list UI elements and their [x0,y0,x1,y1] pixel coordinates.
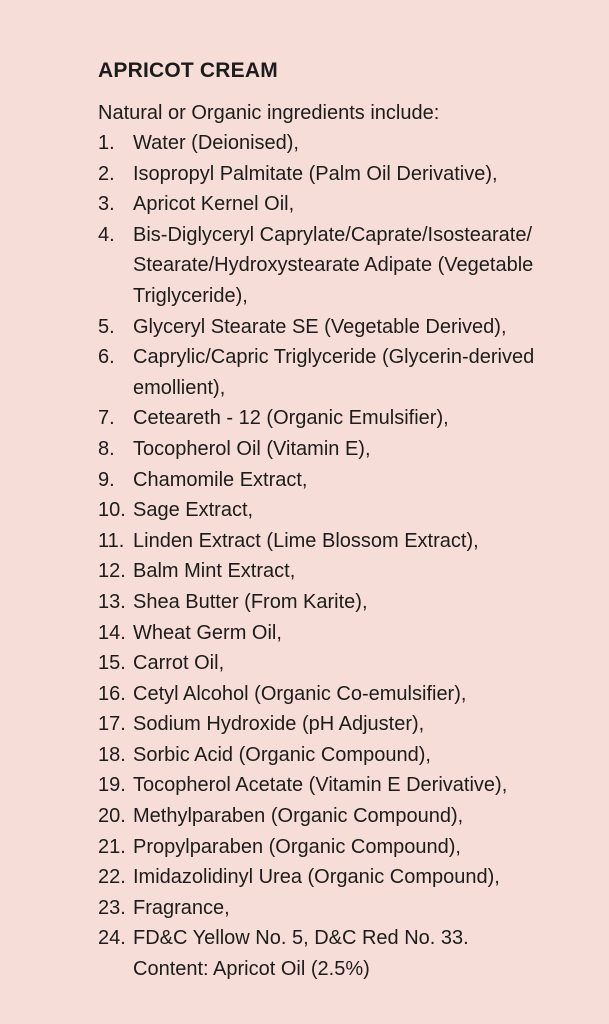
ingredient-item [98,709,579,740]
ingredient-text: Propylparaben (Organic Compound), [133,835,461,858]
ingredient-item [98,159,579,190]
ingredient-text: Sage Extract, [133,499,254,522]
ingredient-item [98,862,579,893]
ingredient-number: 11. [98,529,125,552]
ingredient-number: 5. [98,315,115,338]
content-note: Content: Apricot Oil (2.5%) [133,958,370,981]
ingredient-number: 18. [98,743,126,766]
ingredient-text: Cetyl Alcohol (Organic Co-emulsifier), [133,682,467,705]
ingredient-text: Glyceryl Stearate SE (Vegetable Derived), [133,315,507,338]
ingredient-item [98,434,579,465]
ingredient-number: 24. [98,927,126,950]
ingredient-number: 12. [98,560,126,583]
ingredient-text: Linden Extract (Lime Blossom Extract), [133,529,479,552]
ingredient-text: Caprylic/Capric Triglyceride (Glycerin-derived emollient), [133,346,535,399]
ingredient-item [98,770,579,801]
ingredient-item [98,403,579,434]
ingredient-text: Tocopherol Acetate (Vitamin E Derivative), [133,774,508,797]
ingredient-text: Methylparaben (Organic Compound), [133,805,464,828]
ingredient-item [98,740,579,771]
ingredient-text: Imidazolidinyl Urea (Organic Compound), [133,866,500,889]
ingredient-number: 15. [98,652,126,675]
ingredient-text: Tocopherol Oil (Vitamin E), [133,437,371,460]
ingredient-number: 17. [98,713,126,736]
product-title: APRICOT CREAM [98,59,278,82]
ingredient-number: 10. [98,499,126,522]
ingredient-item [98,679,579,710]
ingredient-number: 4. [98,223,115,246]
ingredient-item [98,618,579,649]
ingredient-number: 7. [98,407,115,430]
ingredient-item [98,556,579,587]
ingredient-text: Carrot Oil, [133,652,225,675]
ingredient-number: 22. [98,866,126,889]
ingredient-item [98,342,579,403]
ingredient-number: 9. [98,468,115,491]
ingredient-item [98,465,579,496]
ingredient-text: Fragrance, [133,896,230,919]
ingredient-number: 2. [98,162,115,185]
ingredient-number: 1. [98,132,115,154]
ingredient-text: Wheat Germ Oil, [133,621,282,644]
ingredient-item [98,189,579,220]
ingredient-text: Sodium Hydroxide (pH Adjuster), [133,713,425,736]
ingredient-item [98,801,579,832]
ingredient-text: Bis-Diglyceryl Caprylate/Caprate/Isostearate/ Stearate/Hydroxystearate Adipate (Vegetable Triglyceride), [133,223,534,307]
ingredient-item [98,587,579,618]
ingredient-number: 23. [98,896,126,919]
ingredient-text: Ceteareth - 12 (Organic Emulsifier), [133,407,449,430]
ingredient-text: Apricot Kernel Oil, [133,193,295,216]
ingredient-number: 19. [98,774,126,797]
ingredient-item [98,312,579,343]
ingredient-number: 6. [98,346,115,369]
ingredient-number: 14. [98,621,126,644]
ingredient-item [98,832,579,863]
ingredient-item [98,893,579,924]
ingredient-text: Shea Butter (From Karite), [133,590,368,613]
ingredient-text: Water (Deionised), [133,132,299,154]
ingredient-text: Chamomile Extract, [133,468,308,491]
ingredient-number: 16. [98,682,126,705]
ingredient-text: Balm Mint Extract, [133,560,296,583]
ingredient-number: 21. [98,835,126,858]
ingredient-list [98,128,579,985]
ingredient-text: Sorbic Acid (Organic Compound), [133,743,431,766]
ingredient-number: 3. [98,193,115,216]
ingredient-text: Isopropyl Palmitate (Palm Oil Derivative), [133,162,498,185]
ingredient-text: FD&C Yellow No. 5, D&C Red No. 33. [133,927,469,950]
ingredient-item [98,526,579,557]
ingredient-item [98,923,579,984]
ingredient-item [98,128,579,159]
ingredient-item [98,495,579,526]
ingredient-item [98,220,579,312]
ingredient-item [98,648,579,679]
ingredient-number: 8. [98,437,115,460]
intro-text: Natural or Organic ingredients include: [98,102,440,124]
ingredient-number: 13. [98,590,126,613]
ingredient-number: 20. [98,805,126,828]
